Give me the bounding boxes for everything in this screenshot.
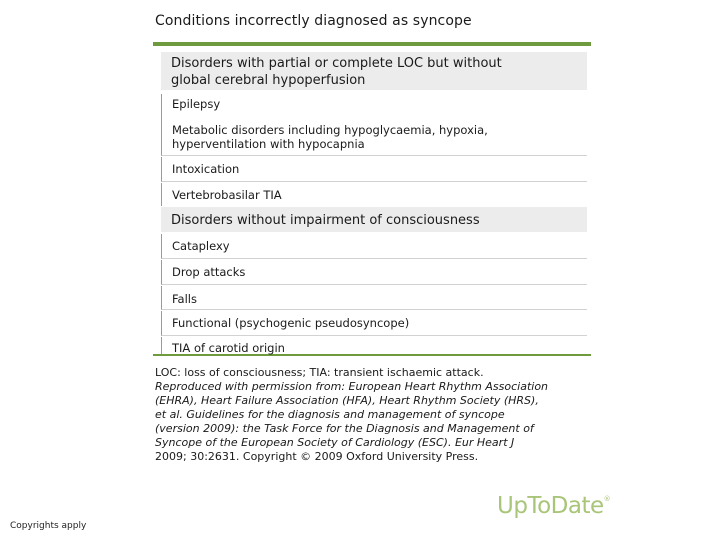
row-label: Epilepsy <box>172 97 221 111</box>
table-row <box>161 157 587 182</box>
table-row <box>161 260 587 285</box>
row-label: hyperventilation with hypocapnia <box>172 137 365 151</box>
conditions-table <box>153 42 591 356</box>
registered-mark: ® <box>603 495 611 503</box>
footnote <box>155 366 575 464</box>
table-row <box>161 311 587 336</box>
logo-text: UpToDate <box>497 493 604 519</box>
row-label: Functional (psychogenic pseudosyncope) <box>172 316 410 330</box>
table-row <box>161 94 587 116</box>
table-row <box>161 183 587 206</box>
copyright-notice: Copyrights apply <box>10 521 87 531</box>
section-heading-line: global cerebral hypoperfusion <box>171 73 366 88</box>
citation-line: Reproduced with permission from: European Heart Rhythm Association <box>155 380 549 393</box>
table-row <box>161 116 587 156</box>
row-label: Drop attacks <box>172 265 246 279</box>
citation <box>155 380 575 464</box>
citation-line: 2009; 30:2631. Copyright © 2009 Oxford University Press. <box>155 450 479 463</box>
section-heading-line: Disorders without impairment of consciousness <box>171 213 480 228</box>
row-label: Falls <box>172 292 197 306</box>
uptodate-logo <box>497 493 610 519</box>
table-row <box>161 286 587 310</box>
citation-line: (EHRA), Heart Failure Association (HFA), Heart Rhythm Society (HRS), <box>155 394 539 407</box>
row-label: Intoxication <box>172 162 240 176</box>
page-title: Conditions incorrectly diagnosed as syncope <box>155 13 472 29</box>
section-heading-no-impairment <box>161 207 587 232</box>
citation-line: Syncope of the European Society of Cardiology (ESC). Eur Heart J <box>155 436 515 449</box>
row-label: Metabolic disorders including hypoglycaemia, hypoxia, <box>172 123 488 137</box>
table-row <box>161 234 587 259</box>
row-label: Vertebrobasilar TIA <box>172 188 282 202</box>
row-label: Cataplexy <box>172 239 230 253</box>
abbreviations: LOC: loss of consciousness; TIA: transient ischaemic attack. <box>155 366 484 379</box>
citation-line: (version 2009): the Task Force for the Diagnosis and Management of <box>155 422 534 435</box>
section-heading-partial-loc <box>161 52 587 90</box>
citation-line: et al. Guidelines for the diagnosis and management of syncope <box>155 408 505 421</box>
table-row <box>161 337 587 354</box>
row-label: TIA of carotid origin <box>172 341 285 355</box>
section-heading-line: Disorders with partial or complete LOC but without <box>171 56 502 71</box>
